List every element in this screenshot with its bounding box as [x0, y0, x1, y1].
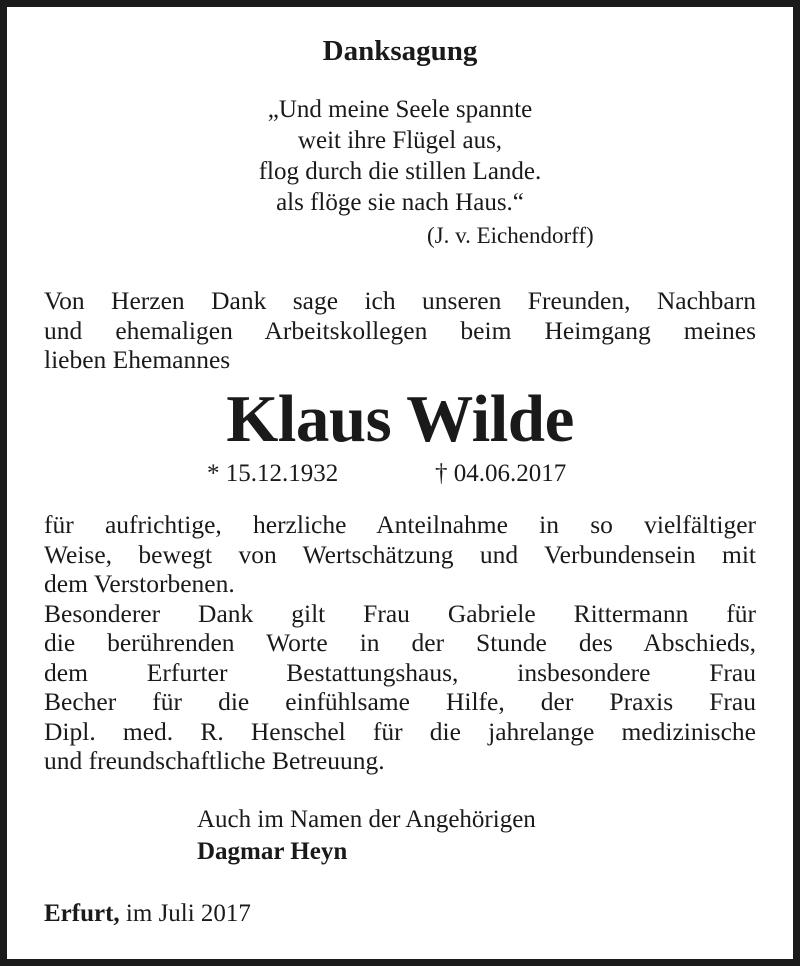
poem-source: (J. v. Eichendorff)	[427, 223, 594, 248]
poem-quote	[7, 94, 793, 218]
text-line: Von Herzen Dank sage ich unseren Freunden, Nachbarn	[44, 286, 756, 315]
text-line: die berührenden Worte in der Stunde des Abschieds,	[44, 628, 756, 657]
text-line: Besonderer Dank gilt Frau Gabriele Rittermann für	[44, 598, 756, 628]
text-line: dem Erfurter Bestattungshaus, insbesondere Frau	[44, 657, 756, 687]
text-line: und freundschaftliche Betreuung.	[44, 746, 385, 775]
signature-name: Dagmar Heyn	[197, 838, 348, 865]
poem-line: weit ihre Flügel aus,	[297, 127, 503, 154]
thanks-paragraph	[44, 510, 756, 776]
signature-intro: Auch im Namen der Angehörigen	[197, 806, 536, 833]
deceased-name: Klaus Wilde	[226, 382, 574, 456]
text-line: und ehemaligen Arbeitskollegen beim Heimgang meines	[44, 315, 756, 345]
text-line: lieben Ehemannes	[44, 345, 231, 374]
text-line: Becher für die einfühlsame Hilfe, der Praxis Frau	[44, 687, 756, 716]
place-city: Erfurt,	[44, 900, 120, 927]
heading: Danksagung	[322, 35, 478, 67]
poem-line: flog durch die stillen Lande.	[258, 158, 542, 185]
birth-date: * 15.12.1932	[207, 460, 339, 487]
text-line: Dipl. med. R. Henschel für die jahrelange medizinische	[44, 716, 756, 746]
poem-line: „Und meine Seele spannte	[267, 96, 533, 123]
place-date	[44, 898, 251, 929]
intro-paragraph	[44, 286, 756, 375]
death-date: † 04.06.2017	[435, 460, 567, 487]
text-line: für aufrichtige, herzliche Anteilnahme in so vielfältiger	[44, 510, 756, 539]
place-date-text: im Juli 2017	[125, 900, 251, 927]
text-line: dem Verstorbenen.	[44, 569, 235, 598]
text-line: Weise, bewegt von Wertschätzung und Verbundensein mit	[44, 539, 756, 569]
poem-line: als flöge sie nach Haus.“	[276, 189, 524, 216]
